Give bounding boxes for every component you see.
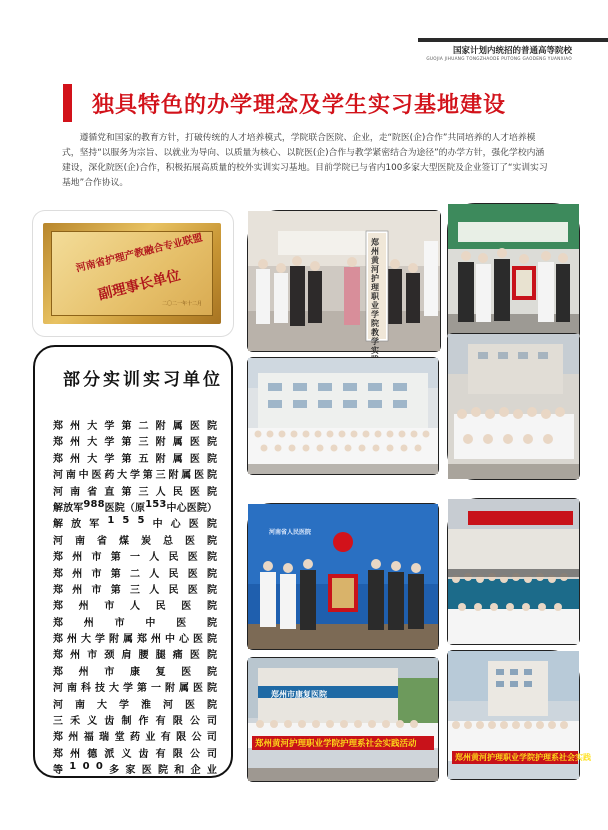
unit-item: 郑 州 大 学 第 五 附 属 医 院: [53, 453, 217, 465]
plaque-date: 二〇二一年十二月: [161, 301, 202, 307]
header-rule: [418, 38, 608, 42]
unit-item: 解 放 军 1 5 5 中 心 医 院: [53, 515, 217, 531]
photo-nurses-outdoor-image: [448, 334, 579, 479]
practice-banner: 郑州黄河护理职业学院护理系社会实践活动: [252, 736, 434, 750]
certificate-card: [33, 211, 233, 336]
photo-nurses-banner: [447, 650, 591, 780]
stage-backdrop-text: 河南省人民医院: [269, 529, 312, 536]
page-title: 独具特色的办学理念及学生实习基地建设: [92, 93, 507, 118]
units-panel: [33, 345, 233, 778]
plaque-line-1: 河南省护理产教融合专业联盟: [74, 232, 204, 275]
unit-item: 郑 州 市 第 二 人 民 医 院: [53, 568, 217, 580]
unit-item: 郑 州 市 第 三 人 民 医 院: [53, 584, 217, 596]
photo-building-group-image: [248, 358, 438, 474]
intro-paragraph: 遵循党和国家的教育方针，打破传统的人才培养模式，学院联合医院、企业，走“院医(企)合作”共同培养的人才培养模式，坚持“以服务为宗旨、以就业为导向、以质量为核心、以院医(企)合作与教学紧密结合为途径”的办学方针，强化学校内涵建设，深化院医(企)合作，积极拓展高质量的校外实训实习基地。目前学院已与省内100多家大型医院及企业签订了“实训实习基地”合作协议。: [62, 133, 548, 188]
unit-item: 郑 州 市 第 一 人 民 医 院: [53, 552, 217, 564]
photo-stage-ceremony: [247, 503, 439, 650]
photo-plaque-ceremony-image: [248, 211, 440, 351]
photo-crowd-outdoor-image: [448, 499, 579, 644]
header-subtitle: GUOJIA JIHUANG TONGZHAODE PUTONG GAODENG YUANXIAO: [426, 56, 572, 61]
unit-item: 河 南 科 技 大 学 第 一 附 属 医 院: [53, 683, 217, 695]
photo-banner-group-image: [448, 204, 579, 338]
unit-item: 河 南 大 学 淮 河 医 院: [53, 699, 217, 711]
photo-nurses-outdoor: [447, 333, 580, 480]
header-title: 国家计划内统招的普通高等院校: [452, 46, 572, 56]
unit-item: 郑 州 大 学 第 三 附 属 医 院: [53, 437, 217, 449]
hospital-sign: 郑州市康复医院: [271, 690, 327, 699]
photo-rehab-hospital-image: [248, 658, 438, 781]
units-list: [53, 417, 217, 778]
unit-item: 河 南 省 直 第 三 人 民 医 院: [53, 486, 217, 498]
photo-building-group: [247, 357, 439, 475]
unit-item: 郑 州 市 中 医 院: [53, 617, 217, 629]
unit-item: 郑 州 大 学 第 二 附 属 医 院: [53, 421, 217, 432]
unit-item: 郑 州 大 学 附 属 郑 州 中 心 医 院: [53, 634, 217, 646]
plaque-inscription: 郑州黄河护理职业学院教学实: [371, 238, 379, 355]
unit-item: 解 放 军 9 8 8 医 院 （ 原 1 5 3 中 心 医 院 ）: [53, 498, 217, 514]
photo-rehab-hospital: [247, 657, 439, 782]
photo-banner-group: [447, 203, 580, 339]
unit-item: 郑 州 福 瑞 堂 药 业 有 限 公 司: [53, 732, 217, 744]
unit-item: 三 禾 义 齿 制 作 有 限 公 司: [53, 716, 217, 728]
unit-item: 河 南 省 煤 炭 总 医 院: [53, 535, 217, 547]
title-accent-bar: [63, 84, 72, 122]
practice-banner-2: 郑州黄河护理职业学院护理系社会实践: [452, 751, 578, 764]
unit-item: 郑 州 德 派 义 齿 有 限 公 司: [53, 748, 217, 760]
photo-plaque-ceremony: [247, 210, 441, 355]
plaque-face: [51, 231, 213, 316]
unit-item: 郑 州 市 康 复 医 院: [53, 666, 217, 678]
unit-item: 郑 州 市 颈 肩 腰 腿 痛 医 院: [53, 650, 217, 662]
photo-crowd-outdoor: [447, 498, 580, 645]
unit-item: 等 1 0 0 多 家 医 院 和 企 业: [53, 761, 217, 777]
units-title: 部分实训实习单位: [63, 370, 223, 390]
unit-item: 河 南 中 医 药 大 学 第 三 附 属 医 院: [53, 470, 217, 482]
plaque-line-2: 副理事长单位: [96, 267, 183, 304]
certificate-plaque: [43, 223, 221, 324]
unit-item: 郑 州 市 人 民 医 院: [53, 601, 217, 613]
